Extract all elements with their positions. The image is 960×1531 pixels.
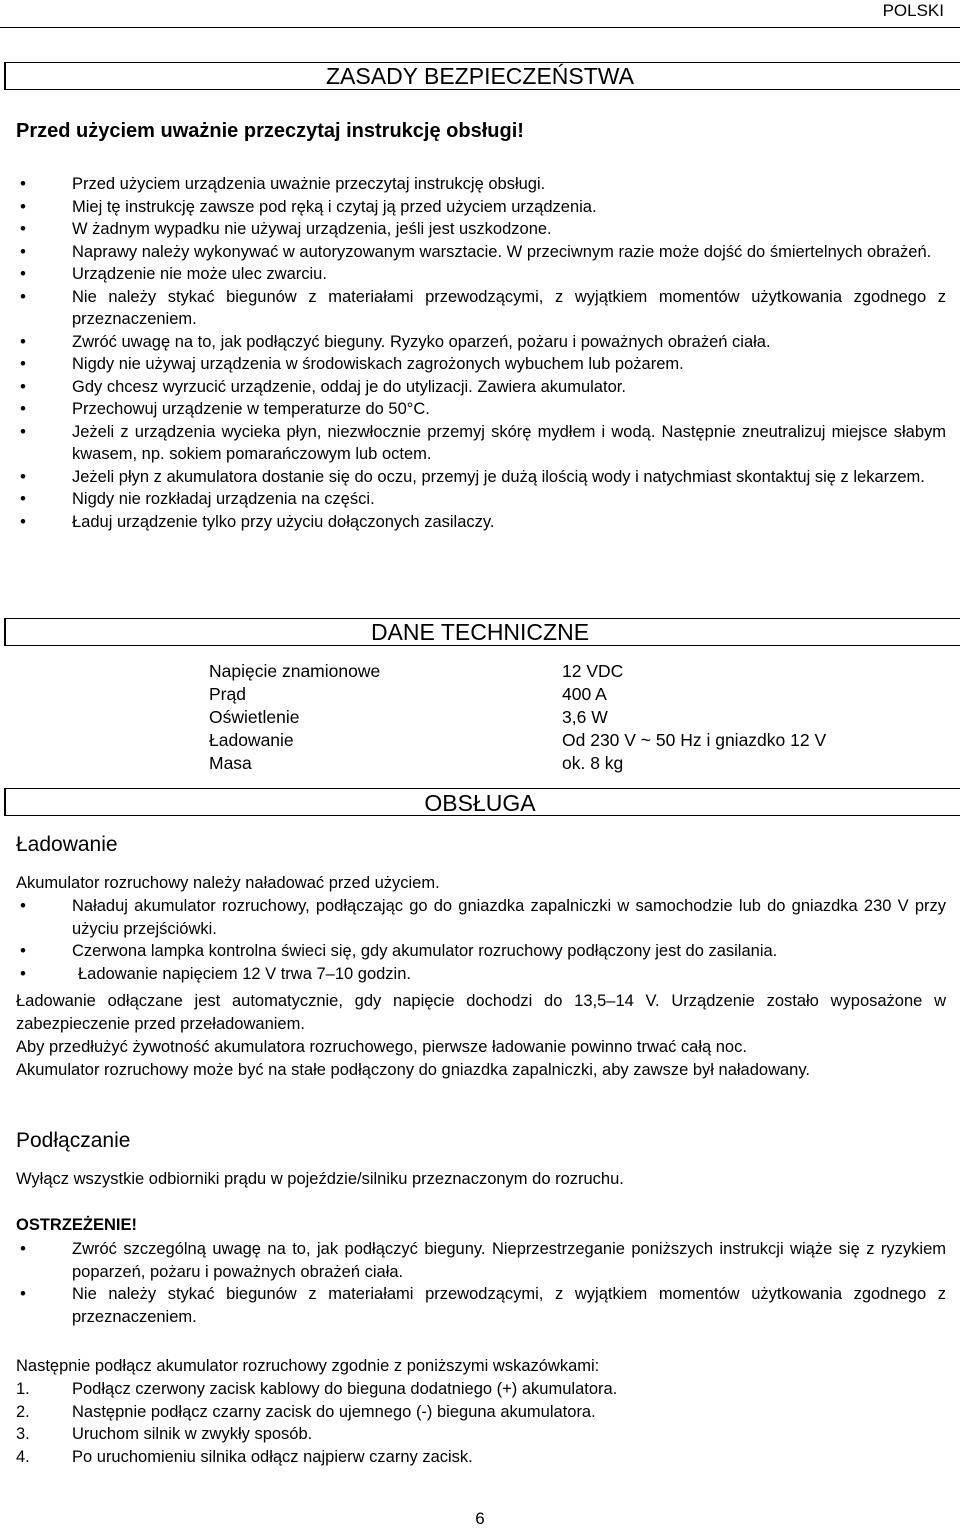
list-item: • Przed użyciem urządzenia uważnie przeczytaj instrukcję obsługi. xyxy=(16,173,946,196)
charging-paragraph-auto-off: Ładowanie odłączane jest automatycznie, gdy napięcie dochodzi do 13,5–14 V. Urządzenie zostało wyposażone w zabezpieczenie przed przeładowaniem. xyxy=(16,992,946,1033)
spec-value-lighting: 3,6 W xyxy=(562,707,608,727)
spec-label-mass: Masa xyxy=(209,753,252,773)
charging-paragraph-permanent: Akumulator rozruchowy może być na stałe podłączony do gniazdka zapalniczki, aby zawsze był naładowany. xyxy=(16,1061,810,1079)
spec-value-mass: ok. 8 kg xyxy=(562,753,624,773)
specs-title: DANE TECHNICZNE xyxy=(370,619,590,645)
spec-label-charging: Ładowanie xyxy=(209,730,294,750)
list-item: • Zwróć szczególną uwagę na to, jak podłączyć bieguny. Nieprzestrzeganie poniższych instrukcji wiąże się z ryzykiem poparzeń, pożaru i poważnych obrażeń ciała. xyxy=(16,1238,946,1283)
list-item: • Ładowanie napięciem 12 V trwa 7–10 godzin. xyxy=(16,963,946,986)
connecting-intro: Wyłącz wszystkie odbiorniki prądu w pojeździe/silniku przeznaczonym do rozruchu. xyxy=(16,1170,624,1188)
header-divider xyxy=(0,27,960,28)
safety-title: ZASADY BEZPIECZEŃSTWA xyxy=(326,63,634,89)
safety-list xyxy=(16,173,946,533)
spec-label-voltage: Napięcie znamionowe xyxy=(209,661,381,681)
list-item: • Nigdy nie rozkładaj urządzenia na części. xyxy=(16,488,946,511)
spec-value-current: 400 A xyxy=(562,684,607,704)
list-item: • Jeżeli z urządzenia wycieka płyn, niezwłocznie przemyj skórę mydłem i wodą. Następnie zneutralizuj miejsce słabym kwasem, np. sokiem pomarańczowym lub octem. xyxy=(16,421,946,466)
charging-heading: Ładowanie xyxy=(16,833,118,856)
list-item: • Gdy chcesz wyrzucić urządzenie, oddaj je do utylizacji. Zawiera akumulator. xyxy=(16,376,946,399)
steps-list xyxy=(16,1378,946,1468)
charging-paragraph-lifetime: Aby przedłużyć żywotność akumulatora rozruchowego, pierwsze ładowanie powinno trwać całą noc. xyxy=(16,1038,747,1056)
list-item: • Nie należy stykać biegunów z materiałami przewodzącymi, z wyjątkiem momentów użytkowania zgodnego z przeznaczeniem. xyxy=(16,1283,946,1328)
list-item: • Miej tę instrukcję zawsze pod ręką i czytaj ją przed użyciem urządzenia. xyxy=(16,196,946,219)
list-item: • Jeżeli płyn z akumulatora dostanie się do oczu, przemyj je dużą ilością wody i natychmiast skontaktuj się z lekarzem. xyxy=(16,466,946,489)
spec-label-lighting: Oświetlenie xyxy=(209,707,300,727)
list-item: • Przechowuj urządzenie w temperaturze do 50°C. xyxy=(16,398,946,421)
warning-list xyxy=(16,1238,946,1328)
spec-label-current: Prąd xyxy=(209,684,246,704)
list-item: • Zwróć uwagę na to, jak podłączyć bieguny. Ryzyko oparzeń, pożaru i poważnych obrażeń ciała. xyxy=(16,331,946,354)
list-item: • W żadnym wypadku nie używaj urządzenia, jeśli jest uszkodzone. xyxy=(16,218,946,241)
list-item: 1. Podłącz czerwony zacisk kablowy do bieguna dodatniego (+) akumulatora. xyxy=(16,1380,618,1398)
spec-value-charging: Od 230 V ~ 50 Hz i gniazdko 12 V xyxy=(562,730,827,750)
warning-label: OSTRZEŻENIE! xyxy=(16,1216,138,1234)
language-label: POLSKI xyxy=(882,1,944,20)
safety-subtitle: Przed użyciem uważnie przeczytaj instrukcję obsługi! xyxy=(16,120,524,142)
spec-value-voltage: 12 VDC xyxy=(562,661,624,681)
operation-title: OBSŁUGA xyxy=(424,790,536,816)
list-item: • Naładuj akumulator rozruchowy, podłączając go do gniazdka zapalniczki w samochodzie lub do gniazdka 230 V przy użyciu przejściówki. xyxy=(16,895,946,940)
connecting-heading: Podłączanie xyxy=(16,1129,131,1152)
charging-intro: Akumulator rozruchowy należy naładować przed użyciem. xyxy=(16,874,440,892)
list-item: • Urządzenie nie może ulec zwarciu. xyxy=(16,263,946,286)
list-item: • Naprawy należy wykonywać w autoryzowanym warsztacie. W przeciwnym razie może dojść do śmiertelnych obrażeń. xyxy=(16,241,946,264)
steps-intro: Następnie podłącz akumulator rozruchowy zgodnie z poniższymi wskazówkami: xyxy=(16,1357,600,1375)
charging-list xyxy=(16,895,946,985)
list-item: • Czerwona lampka kontrolna świeci się, gdy akumulator rozruchowy podłączony jest do zasilania. xyxy=(16,940,946,963)
list-item: 4. Po uruchomieniu silnika odłącz najpierw czarny zacisk. xyxy=(16,1447,473,1466)
page-number: 6 xyxy=(475,1509,485,1528)
list-item: 3. Uruchom silnik w zwykły sposób. xyxy=(16,1425,313,1443)
list-item: • Nie należy stykać biegunów z materiałami przewodzącymi, z wyjątkiem momentów użytkowania zgodnego z przeznaczeniem. xyxy=(16,286,946,331)
list-item: • Ładuj urządzenie tylko przy użyciu dołączonych zasilaczy. xyxy=(16,511,946,534)
list-item: 2. Następnie podłącz czarny zacisk do ujemnego (-) bieguna akumulatora. xyxy=(16,1402,596,1421)
list-item: • Nigdy nie używaj urządzenia w środowiskach zagrożonych wybuchem lub pożarem. xyxy=(16,353,946,376)
